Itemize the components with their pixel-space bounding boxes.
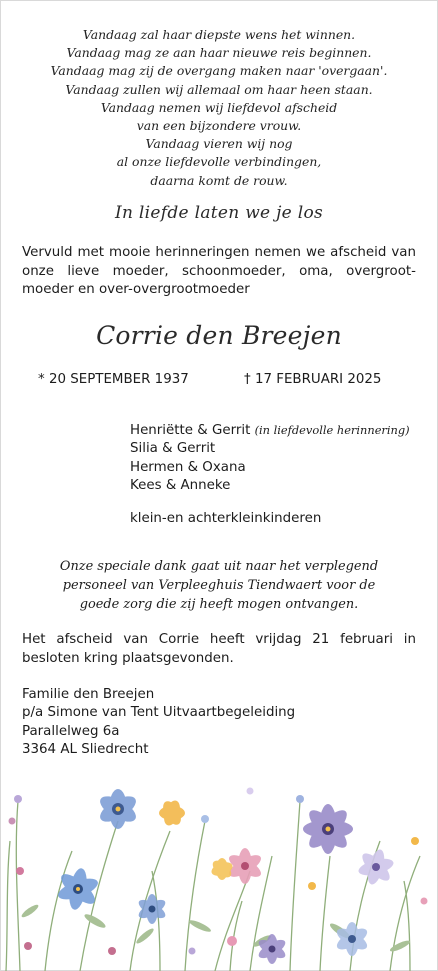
death-date: † 17 FEBRUARI 2025: [244, 372, 382, 387]
poem-line: Vandaag mag zij de overgang maken naar 'overgaan'.: [50, 63, 388, 79]
wildflower-illustration: [0, 761, 438, 971]
poem-line: daarna komt de rouw.: [150, 172, 288, 188]
poem: [0, 26, 438, 190]
family-member-name: Silia & Gerrit: [130, 441, 216, 457]
family-member: [130, 477, 430, 495]
family-member-name: Henriëtte & Gerrit: [130, 423, 251, 438]
family-list: [130, 421, 430, 496]
farewell-text: Het afscheid van Corrie heeft vrijdag 21 februari in besloten kring plaatsgevonden.: [22, 632, 416, 666]
poem-line: al onze liefdevolle verbindingen,: [116, 154, 322, 170]
birth-date: * 20 SEPTEMBER 1937: [38, 372, 189, 387]
family-member: [130, 440, 430, 458]
thanks-line: personeel van Verpleeghuis Tiendwaert voor de: [62, 578, 376, 593]
poem-line: Vandaag zullen wij allemaal om haar heen staan.: [65, 81, 373, 97]
address-line: p/a Simone van Tent Uitvaartbegeleiding: [22, 705, 296, 721]
family-member-name: Hermen & Oxana: [130, 459, 246, 475]
thanks-line: Onze speciale dank gaat uit naar het verplegend: [59, 559, 379, 574]
poem-line: Vandaag mag ze aan haar nieuwe reis beginnen.: [66, 45, 372, 61]
purple-flower-icon: [303, 804, 353, 854]
family-member: [130, 459, 430, 477]
family-member: [130, 421, 430, 440]
family-member-note: (in liefdevolle herinnering): [254, 423, 410, 437]
thanks-line: goede zorg die zij heeft mogen ontvangen.: [79, 597, 359, 612]
yellow-flower-icon: [159, 798, 185, 828]
intro-text: Vervuld met mooie herinneringen nemen we afscheid van onze lieve moeder, schoonmoeder, oma, overgroot-moeder en over-overgrootmoeder: [22, 245, 416, 298]
poem-line: van een bijzondere vrouw.: [136, 118, 302, 134]
grandchildren-line: klein-en achterkleinkinderen: [130, 511, 322, 526]
family-member-name: Kees & Anneke: [130, 478, 231, 494]
address-line: Parallelweg 6a: [22, 723, 120, 739]
poem-line: Vandaag zal haar diepste wens het winnen.: [82, 27, 356, 42]
correspondence-address: [22, 686, 295, 760]
address-line: Familie den Breejen: [22, 687, 155, 702]
thanks-text: [0, 557, 438, 614]
deceased-name: Corrie den Breejen: [96, 321, 342, 350]
poem-line: Vandaag vieren wij nog: [145, 136, 293, 152]
poem-line: Vandaag nemen wij liefdevol afscheid: [100, 99, 338, 115]
motto: In liefde laten we je los: [114, 203, 324, 223]
blue-flower-icon: [96, 789, 140, 829]
address-line: 3364 AL Sliedrecht: [22, 742, 149, 758]
purple-flower-icon: [357, 848, 395, 886]
